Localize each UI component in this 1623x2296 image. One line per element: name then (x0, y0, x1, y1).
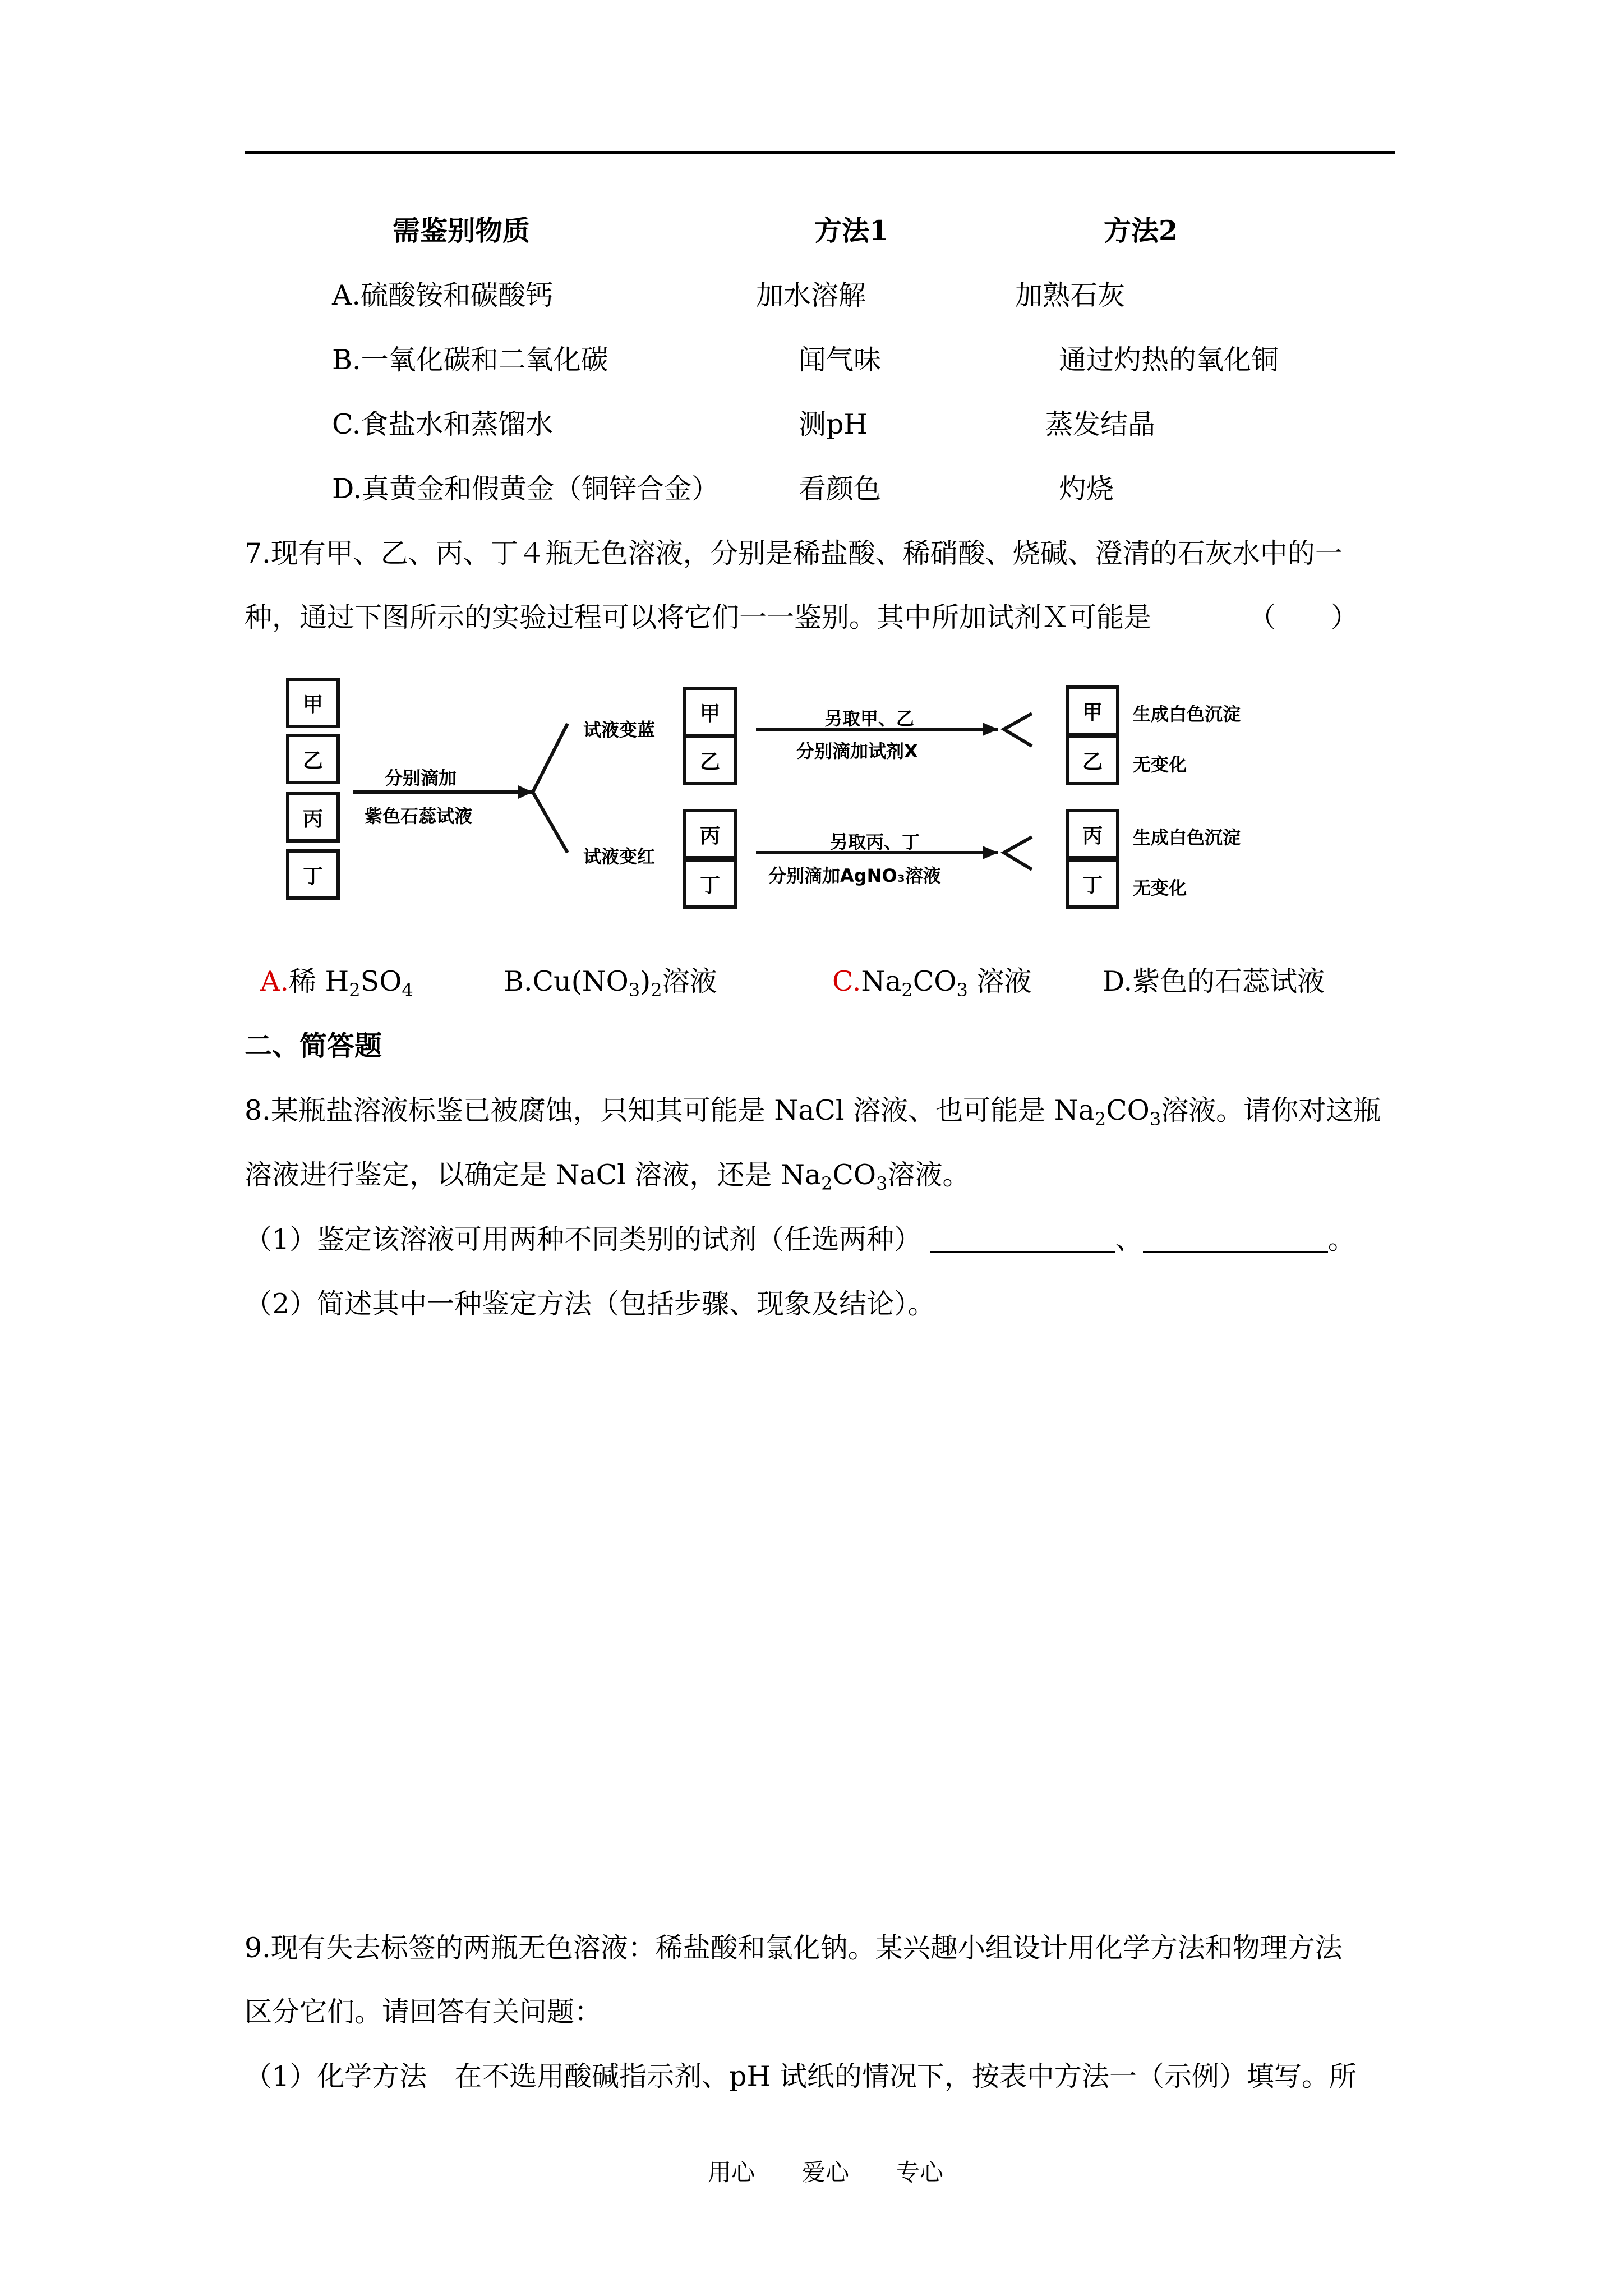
q7-option-c: $C.Na_2CO_3$ 溶液 (832, 965, 1032, 1001)
table-header-substance: 需鉴别物质 (393, 214, 531, 247)
box-bing-3: 丙 (1066, 809, 1119, 859)
row-b-substance: B.一氧化碳和二氧化碳 (332, 344, 608, 376)
label-turns-red: 试液变红 (583, 846, 656, 867)
row-a-method2: 加熟石灰 (1015, 279, 1126, 311)
box-bing: 丙 (286, 792, 340, 843)
row-a-method1: 加水溶解 (756, 279, 866, 311)
q8-subquestion-2: （2）简述其中一种鉴定方法（包括步骤、现象及结论）。 (245, 1288, 935, 1320)
row-d-method1: 看颜色 (799, 473, 882, 505)
q7-line2: 种，通过下图所示的实验过程可以将它们一一鉴别。其中所加试剂Ｘ可能是 (245, 601, 1152, 633)
q9-line1: 9.现有失去标签的两瓶无色溶液：稀盐酸和氯化钠。某兴趣小组设计用化学方法和物理方法 (245, 1932, 1343, 1964)
label-yi-nochange: 无变化 (1133, 754, 1187, 775)
label-jia-precipitate: 生成白色沉淀 (1133, 703, 1241, 725)
label-turns-blue: 试液变蓝 (583, 719, 656, 740)
box-yi-2: 乙 (683, 735, 737, 785)
table-header-method1: 方法1 (814, 214, 889, 247)
experiment-flow-diagram (269, 662, 1295, 920)
row-d-substance: D.真黄金和假黄金（铜锌合金） (332, 473, 720, 505)
label-step1-bottom: 紫色石蕊试液 (365, 806, 473, 827)
page-footer: 用心 爱心 专心 (708, 2159, 944, 2186)
box-ding: 丁 (286, 849, 340, 900)
row-c-method1: 测pH (799, 408, 868, 440)
box-bing-2: 丙 (683, 809, 737, 859)
q7-line1: 7.现有甲、乙、丙、丁４瓶无色溶液，分别是稀盐酸、稀硝酸、烧碱、澄清的石灰水中的一 (245, 537, 1343, 569)
q7-option-b: $B.Cu(NO_3)_2$溶液 (504, 965, 717, 1001)
label-upper-arrow-top: 另取甲、乙 (824, 708, 915, 729)
box-ding-3: 丁 (1066, 858, 1119, 909)
q7-option-a: A.稀 $H_2SO_4$ (260, 965, 413, 1001)
q9-line2: 区分它们。请回答有关问题： (245, 1996, 602, 2028)
box-jia-3: 甲 (1066, 685, 1119, 736)
section-short-answer: 二、简答题 (245, 1029, 382, 1062)
answer-blank-2[interactable] (1143, 1227, 1328, 1253)
answer-blank-1[interactable] (930, 1227, 1115, 1253)
box-jia: 甲 (286, 678, 340, 728)
box-yi: 乙 (286, 734, 340, 784)
label-ding-nochange: 无变化 (1133, 877, 1187, 899)
label-upper-arrow-bottom: 分别滴加试剂X (796, 740, 918, 762)
q7-option-d: D.紫色的石蕊试液 (1103, 965, 1325, 997)
row-c-substance: C.食盐水和蒸馏水 (332, 408, 554, 440)
q8-subquestion-1: （1）鉴定该溶液可用两种不同类别的试剂（任选两种） 、 。 (245, 1223, 1355, 1255)
q8-line1: 8.某瓶盐溶液标鉴已被腐蚀，只知其可能是 NaCl 溶液、也可能是 $Na_2CO_3$溶液。请你对这瓶 (245, 1094, 1381, 1130)
box-ding-2: 丁 (683, 858, 737, 909)
row-a-substance: A.硫酸铵和碳酸钙 (332, 279, 553, 311)
label-step1-top: 分别滴加 (385, 767, 457, 789)
q8-line2: 溶液进行鉴定，以确定是 NaCl 溶液，还是 $Na_2CO_3$溶液。 (245, 1159, 970, 1194)
box-yi-3: 乙 (1066, 735, 1119, 785)
row-d-method2: 灼烧 (1059, 473, 1114, 505)
q7-answer-bracket: （ ） (1248, 601, 1359, 633)
row-b-method1: 闻气味 (799, 344, 882, 376)
row-c-method2: 蒸发结晶 (1045, 408, 1156, 440)
label-bing-precipitate: 生成白色沉淀 (1133, 827, 1241, 848)
label-lower-arrow-bottom: 分别滴加AgNO₃溶液 (768, 865, 941, 886)
header-rule (245, 151, 1395, 154)
row-b-method2: 通过灼热的氧化铜 (1059, 344, 1279, 376)
table-header-method2: 方法2 (1104, 214, 1178, 247)
q9-line3: （1）化学方法 在不选用酸碱指示剂、pH 试纸的情况下，按表中方法一（示例）填写。所 (245, 2060, 1357, 2092)
box-jia-2: 甲 (683, 687, 737, 737)
label-lower-arrow-top: 另取丙、丁 (830, 831, 920, 853)
